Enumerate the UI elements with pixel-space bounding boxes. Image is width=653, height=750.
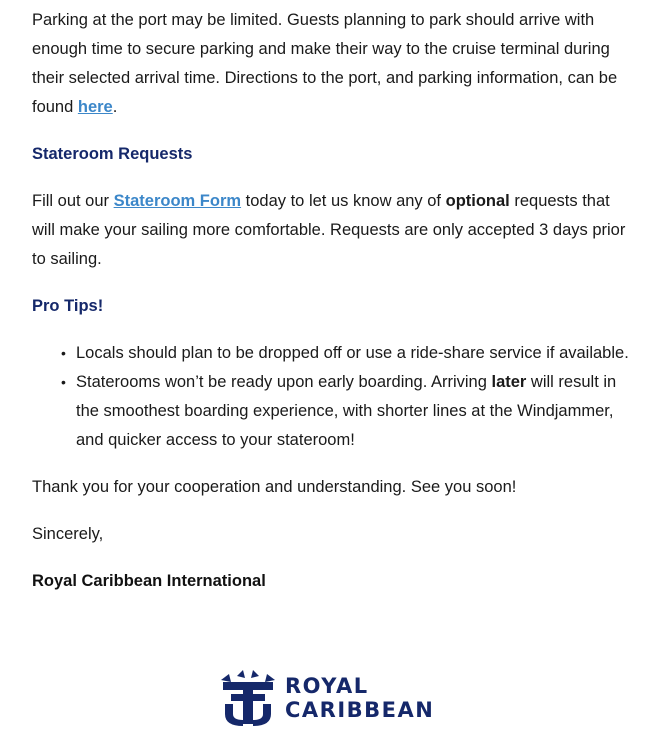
pro-tips-heading: Pro Tips! [32, 297, 104, 315]
parking-info-link[interactable]: here [77, 98, 113, 116]
list-item: • Staterooms won’t be ready upon early boarding. Arriving later will result in the smoothest boarding experience, with shorter lines at the Windjammer, and quicker access to your stateroom! [76, 368, 637, 455]
pro-tips-list [32, 339, 637, 455]
parking-paragraph: Parking at the port may be limited. Guests planning to park should arrive with enough time to secure parking and make their way to the cruise terminal during their selected arrival time. Directions to the port, and parking information, can be found here. [32, 11, 618, 116]
email-body [32, 6, 637, 614]
stateroom-form-link[interactable]: Stateroom Form [113, 192, 242, 210]
sincerely-text: Sincerely, [32, 525, 104, 543]
royal-caribbean-logo[interactable] [219, 670, 449, 728]
signature: Royal Caribbean International [32, 572, 266, 590]
optional-emphasis: optional [445, 192, 510, 210]
list-item: • Locals should plan to be dropped off or use a ride-share service if available. [76, 339, 637, 368]
stateroom-requests-heading: Stateroom Requests [32, 145, 193, 163]
later-emphasis: later [491, 373, 527, 391]
stateroom-paragraph: Fill out our Stateroom Form today to let us know any of optional requests that will make your sailing more comfortable. Requests are only accepted 3 days prior to sailing. [32, 192, 626, 268]
crown-anchor-icon [219, 670, 277, 728]
thank-you-text: Thank you for your cooperation and understanding. See you soon! [32, 478, 517, 496]
bullet-icon: • [61, 345, 66, 361]
bullet-icon: • [61, 374, 66, 390]
logo-wordmark: ROYAL CARIBBEAN [285, 674, 435, 722]
